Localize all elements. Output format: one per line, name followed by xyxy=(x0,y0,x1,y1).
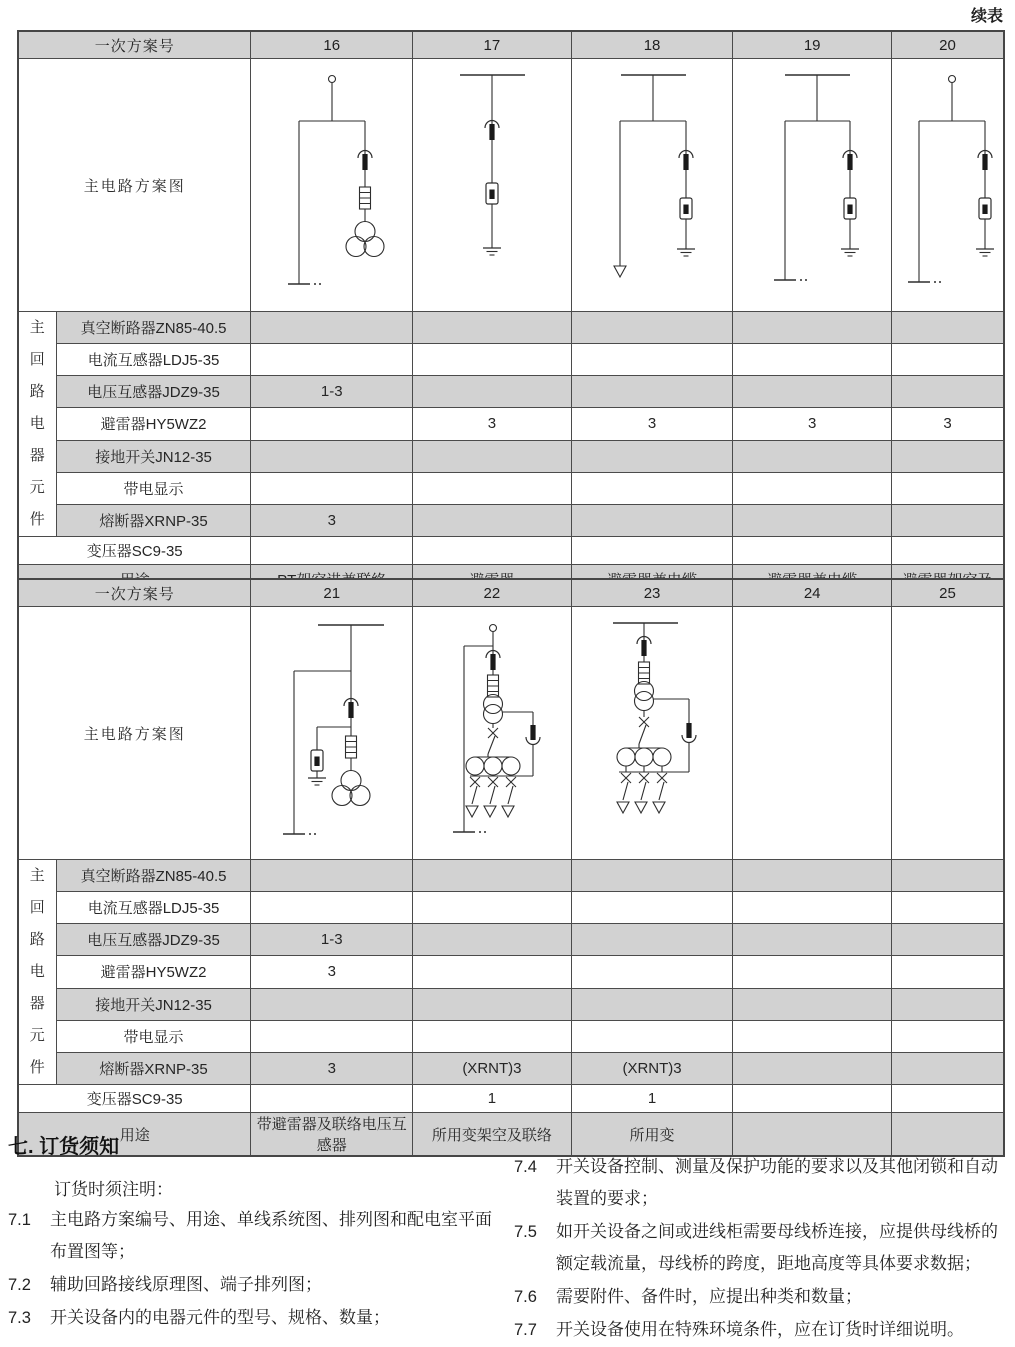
value-cell xyxy=(892,472,1005,504)
notes-intro: 订货时须注明： xyxy=(54,1180,173,1199)
value-cell xyxy=(892,860,1005,892)
value-cell: 3 xyxy=(251,1052,413,1084)
value-cell xyxy=(251,1085,413,1113)
component-row xyxy=(18,504,1004,536)
notes-heading: 七. 订货须知 xyxy=(8,1136,120,1158)
primary-scheme-table-21-25 xyxy=(17,578,1005,1157)
value-cell: 1-3 xyxy=(251,376,413,408)
component-name-cell: 变压器SC9-35 xyxy=(18,1085,251,1113)
scheme-number-18: 18 xyxy=(571,31,733,59)
value-cell xyxy=(413,988,572,1020)
value-cell xyxy=(571,956,733,988)
component-row xyxy=(18,472,1004,504)
value-cell xyxy=(413,892,572,924)
value-cell xyxy=(413,472,572,504)
scheme-number-23: 23 xyxy=(571,579,733,607)
value-cell xyxy=(413,924,572,956)
component-name-cell: 带电显示 xyxy=(56,472,251,504)
component-name-cell: 避雷器HY5WZ2 xyxy=(56,956,251,988)
value-cell: 3 xyxy=(892,408,1005,440)
value-cell xyxy=(733,956,892,988)
value-cell xyxy=(733,504,892,536)
component-name-cell: 真空断路器ZN85-40.5 xyxy=(56,860,251,892)
scheme-number-16: 16 xyxy=(251,31,413,59)
component-name-cell: 接地开关JN12-35 xyxy=(56,988,251,1020)
component-name-cell: 变压器SC9-35 xyxy=(18,537,251,565)
value-cell xyxy=(571,312,733,344)
component-name-cell: 接地开关JN12-35 xyxy=(56,440,251,472)
value-cell xyxy=(413,1020,572,1052)
scheme-25-diagram xyxy=(892,607,1005,860)
component-name-cell: 电流互感器LDJ5-35 xyxy=(56,892,251,924)
value-cell xyxy=(251,472,413,504)
scheme-17-diagram xyxy=(413,59,572,312)
value-cell xyxy=(571,924,733,956)
value-cell xyxy=(571,472,733,504)
primary-scheme-table-16-20 xyxy=(17,30,1005,595)
value-cell xyxy=(892,924,1005,956)
value-cell xyxy=(571,344,733,376)
component-row xyxy=(18,408,1004,440)
value-cell xyxy=(892,376,1005,408)
value-cell xyxy=(251,988,413,1020)
component-row xyxy=(18,1052,1004,1084)
value-cell xyxy=(413,537,572,565)
component-name-cell: 电压互感器JDZ9-35 xyxy=(56,924,251,956)
value-cell xyxy=(413,956,572,988)
scheme-number-header: 一次方案号 xyxy=(18,579,251,607)
value-cell xyxy=(892,1020,1005,1052)
scheme-19-diagram xyxy=(733,59,892,312)
scheme-number-17: 17 xyxy=(413,31,572,59)
scheme-number-25: 25 xyxy=(892,579,1005,607)
value-cell xyxy=(892,988,1005,1020)
value-cell xyxy=(733,1020,892,1052)
value-cell xyxy=(413,344,572,376)
component-name-cell: 避雷器HY5WZ2 xyxy=(56,408,251,440)
value-cell xyxy=(733,472,892,504)
value-cell xyxy=(733,924,892,956)
scheme-number-19: 19 xyxy=(733,31,892,59)
value-cell xyxy=(892,956,1005,988)
value-cell: 1-3 xyxy=(251,924,413,956)
continued-table-label: 续表 xyxy=(970,8,1003,25)
component-row xyxy=(18,537,1004,565)
scheme-22-diagram xyxy=(413,607,572,860)
value-cell xyxy=(251,408,413,440)
value-cell xyxy=(251,312,413,344)
value-cell xyxy=(413,376,572,408)
value-cell xyxy=(571,860,733,892)
component-row xyxy=(18,860,1004,892)
scheme-number-20: 20 xyxy=(892,31,1005,59)
value-cell xyxy=(413,504,572,536)
value-cell xyxy=(892,344,1005,376)
component-group-label: 主回路电器元件 xyxy=(18,860,56,1085)
value-cell xyxy=(733,376,892,408)
component-name-cell: 带电显示 xyxy=(56,1020,251,1052)
value-cell xyxy=(733,537,892,565)
value-cell: (XRNT)3 xyxy=(413,1052,572,1084)
note-item-7-4: 7.4 开关设备控制、测量及保护功能的要求以及其他闭锁和自动装置的要求； xyxy=(514,1157,998,1208)
component-row xyxy=(18,440,1004,472)
value-cell: 3 xyxy=(251,956,413,988)
component-row xyxy=(18,988,1004,1020)
value-cell: (XRNT)3 xyxy=(571,1052,733,1084)
value-cell xyxy=(733,344,892,376)
value-cell xyxy=(892,892,1005,924)
value-cell xyxy=(733,1052,892,1084)
value-cell xyxy=(413,440,572,472)
value-cell xyxy=(892,537,1005,565)
note-item-7-6: 7.6 需要附件、备件时，应提出种类和数量； xyxy=(514,1287,862,1306)
usage-cell: 所用变架空及联络 xyxy=(413,1113,572,1157)
component-name-cell: 电流互感器LDJ5-35 xyxy=(56,344,251,376)
value-cell xyxy=(251,860,413,892)
value-cell xyxy=(733,892,892,924)
value-cell xyxy=(571,440,733,472)
value-cell xyxy=(571,1020,733,1052)
value-cell xyxy=(892,1085,1005,1113)
value-cell xyxy=(892,312,1005,344)
value-cell: 1 xyxy=(413,1085,572,1113)
scheme-number-header: 一次方案号 xyxy=(18,31,251,59)
value-cell: 3 xyxy=(251,504,413,536)
usage-label: 用途 xyxy=(18,1113,251,1157)
scheme-number-21: 21 xyxy=(251,579,413,607)
value-cell xyxy=(571,376,733,408)
value-cell xyxy=(251,1020,413,1052)
scheme-number-22: 22 xyxy=(413,579,572,607)
scheme-18-diagram xyxy=(571,59,733,312)
diagram-row-label: 主电路方案图 xyxy=(18,59,251,312)
value-cell xyxy=(251,537,413,565)
component-row xyxy=(18,924,1004,956)
note-item-7-1: 7.1 主电路方案编号、用途、单线系统图、排列图和配电室平面布置图等； xyxy=(8,1210,492,1261)
note-item-7-5: 7.5 如开关设备之间或进线柜需要母线桥连接，应提供母线桥的额定载流量，母线桥的跨度，距地高度等具体要求数据； xyxy=(514,1222,998,1273)
value-cell: 3 xyxy=(733,408,892,440)
component-row xyxy=(18,956,1004,988)
note-item-7-2: 7.2 辅助回路接线原理图、端子排列图； xyxy=(8,1275,322,1294)
value-cell xyxy=(892,1052,1005,1084)
component-group-label: 主回路电器元件 xyxy=(18,312,56,537)
value-cell: 1 xyxy=(571,1085,733,1113)
diagram-row-label: 主电路方案图 xyxy=(18,607,251,860)
scheme-21-diagram xyxy=(251,607,413,860)
scheme-16-diagram xyxy=(251,59,413,312)
scheme-24-diagram xyxy=(733,607,892,860)
value-cell xyxy=(733,1085,892,1113)
scheme-20-diagram xyxy=(892,59,1005,312)
value-cell xyxy=(413,860,572,892)
value-cell: 3 xyxy=(413,408,572,440)
value-cell xyxy=(251,440,413,472)
usage-cell: 所用变 xyxy=(571,1113,733,1157)
scheme-23-diagram xyxy=(571,607,733,860)
component-row xyxy=(18,344,1004,376)
value-cell xyxy=(733,440,892,472)
component-row xyxy=(18,1020,1004,1052)
usage-cell: 带避雷器及联络电压互感器 xyxy=(251,1113,413,1157)
value-cell xyxy=(251,892,413,924)
value-cell xyxy=(571,537,733,565)
component-name-cell: 熔断器XRNP-35 xyxy=(56,504,251,536)
value-cell xyxy=(892,504,1005,536)
component-row xyxy=(18,376,1004,408)
note-item-7-3: 7.3 开关设备内的电器元件的型号、规格、数量； xyxy=(8,1308,390,1327)
value-cell xyxy=(251,344,413,376)
value-cell xyxy=(733,988,892,1020)
component-row xyxy=(18,312,1004,344)
value-cell: 3 xyxy=(571,408,733,440)
value-cell xyxy=(413,312,572,344)
value-cell xyxy=(733,312,892,344)
value-cell xyxy=(571,892,733,924)
value-cell xyxy=(892,440,1005,472)
component-row xyxy=(18,892,1004,924)
component-row xyxy=(18,1085,1004,1113)
component-name-cell: 真空断路器ZN85-40.5 xyxy=(56,312,251,344)
scheme-number-24: 24 xyxy=(733,579,892,607)
component-name-cell: 电压互感器JDZ9-35 xyxy=(56,376,251,408)
note-item-7-7: 7.7 开关设备使用在特殊环境条件，应在订货时详细说明。 xyxy=(514,1320,964,1339)
value-cell xyxy=(571,504,733,536)
value-cell xyxy=(733,860,892,892)
component-name-cell: 熔断器XRNP-35 xyxy=(56,1052,251,1084)
value-cell xyxy=(571,988,733,1020)
